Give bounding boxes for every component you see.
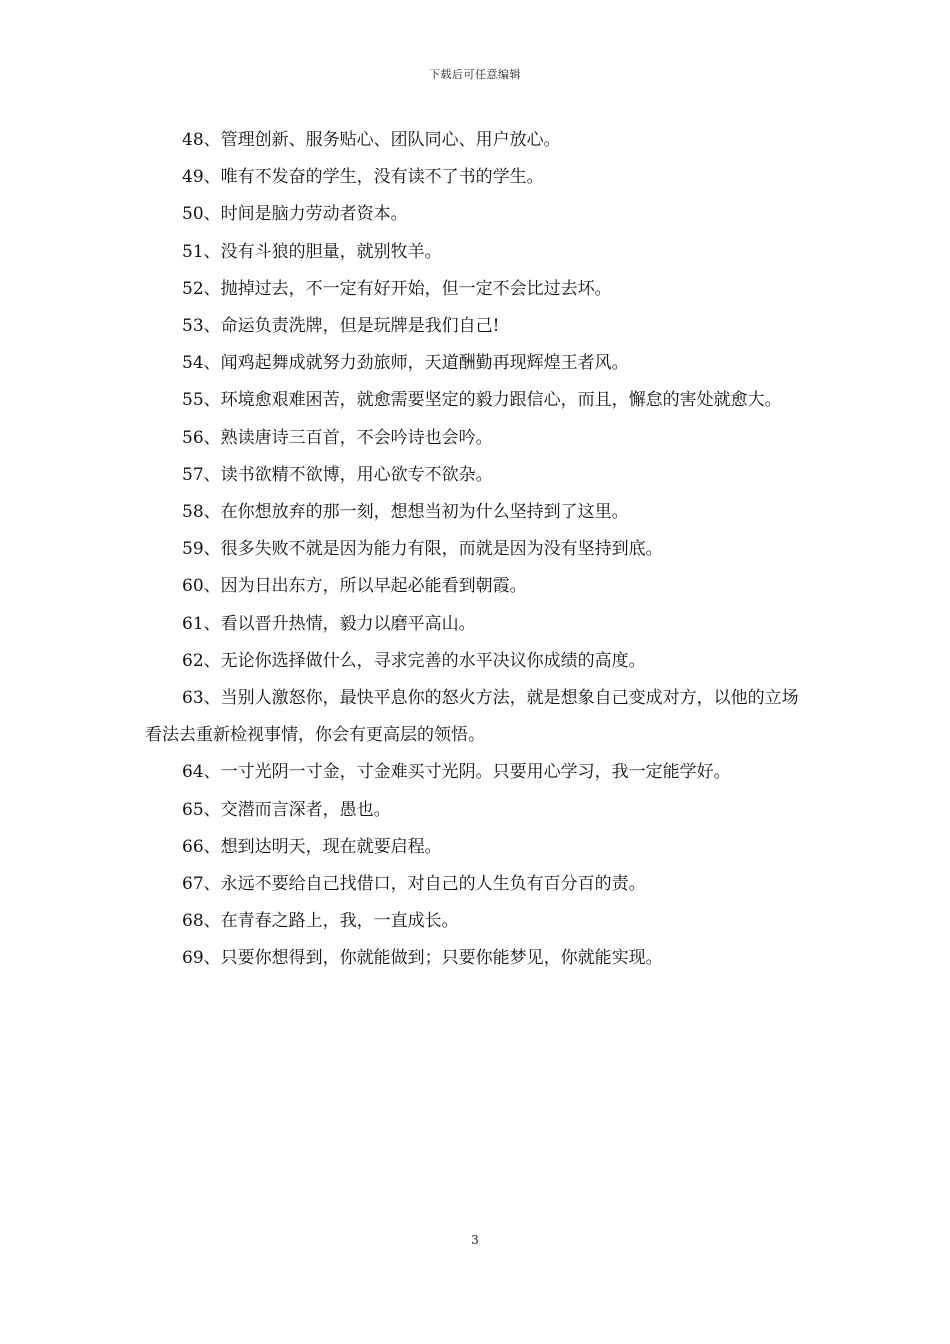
- quote-paragraph: 58、在你想放弃的那一刻，想想当初为什么坚持到了这里。: [182, 502, 629, 523]
- quote-paragraph: 57、读书欲精不欲博，用心欲专不欲杂。: [182, 464, 493, 485]
- quote-paragraph: 48、管理创新、服务贴心、团队同心、用户放心。: [182, 130, 561, 150]
- quote-paragraph: 67、永远不要给自己找借口，对自己的人生负有百分百的责。: [182, 874, 646, 895]
- quote-paragraph: 52、抛掉过去，不一定有好开始，但一定不会比过去坏。: [182, 278, 612, 299]
- quote-paragraph: 50、时间是脑力劳动者资本。: [182, 204, 408, 225]
- quote-paragraph: 62、无论你选择做什么，寻求完善的水平决议你成绩的高度。: [182, 650, 646, 671]
- quote-paragraph: 51、没有斗狼的胆量，就别牧羊。: [182, 241, 442, 262]
- quote-paragraph: 63、当别人激怒你，最快平息你的怒火方法，就是想象自己变成对方，以他的立场看法去重新检视事情，你会有更高层的领悟。: [145, 688, 799, 746]
- quote-paragraph: 53、命运负责洗牌，但是玩牌是我们自己!: [182, 316, 500, 337]
- quote-paragraph: 64、一寸光阴一寸金，寸金难买寸光阴。只要用心学习，我一定能学好。: [182, 762, 731, 783]
- quote-list: [145, 122, 815, 978]
- quote-paragraph: 69、只要你想得到，你就能做到；只要你能梦见，你就能实现。: [182, 948, 663, 969]
- quote-paragraph: 54、闻鸡起舞成就努力劲旅师，天道酬勤再现辉煌王者风。: [182, 353, 629, 374]
- page-number: 3: [471, 1233, 479, 1247]
- quote-paragraph: 61、看以晋升热情，毅力以磨平高山。: [182, 613, 476, 634]
- quote-paragraph: 56、熟读唐诗三百首，不会吟诗也会吟。: [182, 427, 493, 448]
- quote-paragraph: 49、唯有不发奋的学生，没有读不了书的学生。: [182, 167, 544, 188]
- quote-paragraph: 60、因为日出东方，所以早起必能看到朝霞。: [182, 576, 527, 597]
- quote-paragraph: 66、想到达明天，现在就要启程。: [182, 836, 442, 857]
- page-header: 下载后可任意编辑: [429, 68, 521, 81]
- quote-paragraph: 68、在青春之路上，我，一直成长。: [182, 911, 459, 932]
- quote-paragraph: 59、很多失败不就是因为能力有限，而就是因为没有坚持到底。: [182, 539, 663, 560]
- quote-paragraph: 55、环境愈艰难困苦，就愈需要坚定的毅力跟信心，而且，懈怠的害处就愈大。: [182, 390, 782, 411]
- quote-paragraph: 65、交潜而言深者，愚也。: [182, 799, 391, 820]
